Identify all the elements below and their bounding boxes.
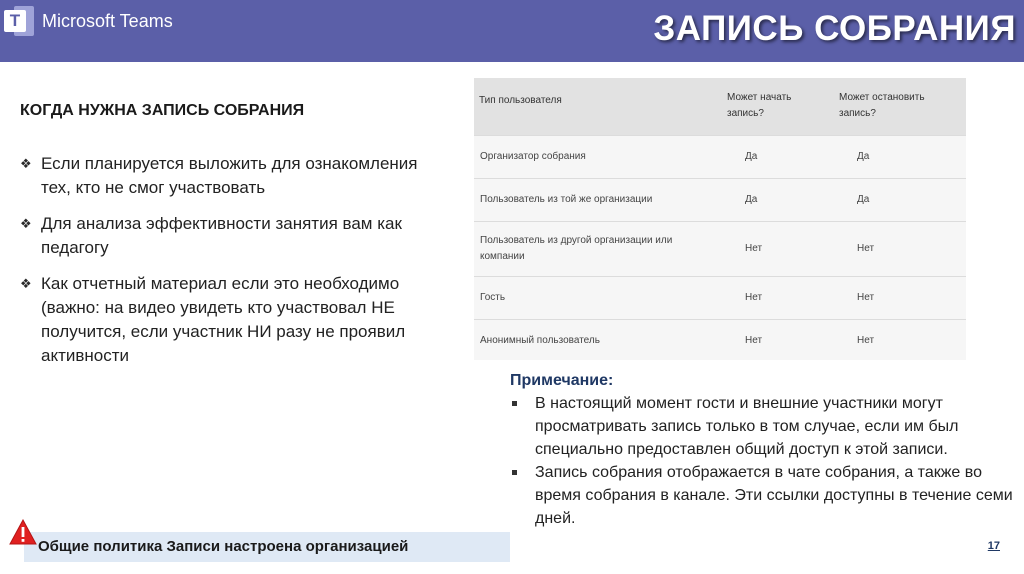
table-cell: Да: [721, 178, 833, 221]
list-item: Запись собрания отображается в чате собрания, а также во время собрания в канале. Эти ссылки доступны в течение семи дней.: [510, 461, 1020, 530]
column-header: Тип пользователя: [474, 78, 721, 135]
table-cell: Да: [833, 135, 966, 178]
table-cell: Нет: [833, 276, 966, 319]
table-cell: Да: [833, 178, 966, 221]
table-cell: Пользователь из другой организации или компании: [474, 221, 721, 276]
table-cell: Нет: [721, 319, 833, 362]
square-bullet-icon: [512, 401, 517, 406]
list-item: ❖ Если планируется выложить для ознакомления тех, кто не смог участвовать: [20, 154, 418, 197]
teams-logo: [4, 4, 173, 38]
section-heading: КОГДА НУЖНА ЗАПИСЬ СОБРАНИЯ: [20, 102, 305, 119]
diamond-bullet-icon: ❖: [20, 156, 32, 171]
table-cell: Пользователь из той же организации: [474, 178, 721, 221]
teams-logo-icon: T: [4, 4, 34, 38]
reasons-list: [20, 152, 450, 380]
table-cell: Да: [721, 135, 833, 178]
table-header-row: [474, 78, 966, 135]
permissions-table: [474, 78, 966, 360]
diamond-bullet-icon: ❖: [20, 276, 32, 291]
table-cell: Нет: [721, 221, 833, 276]
table-cell: Нет: [833, 319, 966, 362]
warning-icon: [9, 519, 37, 545]
header-bar: [0, 0, 1024, 62]
note-title: Примечание:: [510, 372, 614, 389]
table-cell: Организатор собрания: [474, 135, 721, 178]
list-item: В настоящий момент гости и внешние участники могут просматривать запись только в том случае, если им был специально предоставлен общий доступ к этой записи.: [510, 392, 1020, 461]
note-block: [510, 370, 1020, 530]
table-cell: Нет: [833, 221, 966, 276]
table-row: [474, 221, 966, 276]
app-name: Microsoft Teams: [42, 10, 173, 31]
page-title: ЗАПИСЬ СОБРАНИЯ: [653, 9, 1016, 48]
note-list: [510, 392, 1020, 530]
square-bullet-icon: [512, 470, 517, 475]
page-number: 17: [987, 540, 1000, 552]
diamond-bullet-icon: ❖: [20, 216, 32, 231]
table-cell: Нет: [721, 276, 833, 319]
table-row: [474, 276, 966, 319]
table-row: [474, 319, 966, 362]
table-cell: Анонимный пользователь: [474, 319, 721, 362]
table-row: [474, 135, 966, 178]
list-item: ❖ Для анализа эффективности занятия вам как педагогу: [20, 214, 402, 257]
table-row: [474, 178, 966, 221]
list-item: ❖ Как отчетный материал если это необходимо (важно: на видео увидеть кто участвовал НЕ получится, если участник НИ разу не проявил активности: [20, 274, 406, 365]
column-header: Может остановить запись?: [833, 78, 966, 135]
column-header: Может начать запись?: [721, 78, 833, 135]
policy-text: Общие политика Записи настроена организацией: [38, 538, 409, 555]
table-cell: Гость: [474, 276, 721, 319]
